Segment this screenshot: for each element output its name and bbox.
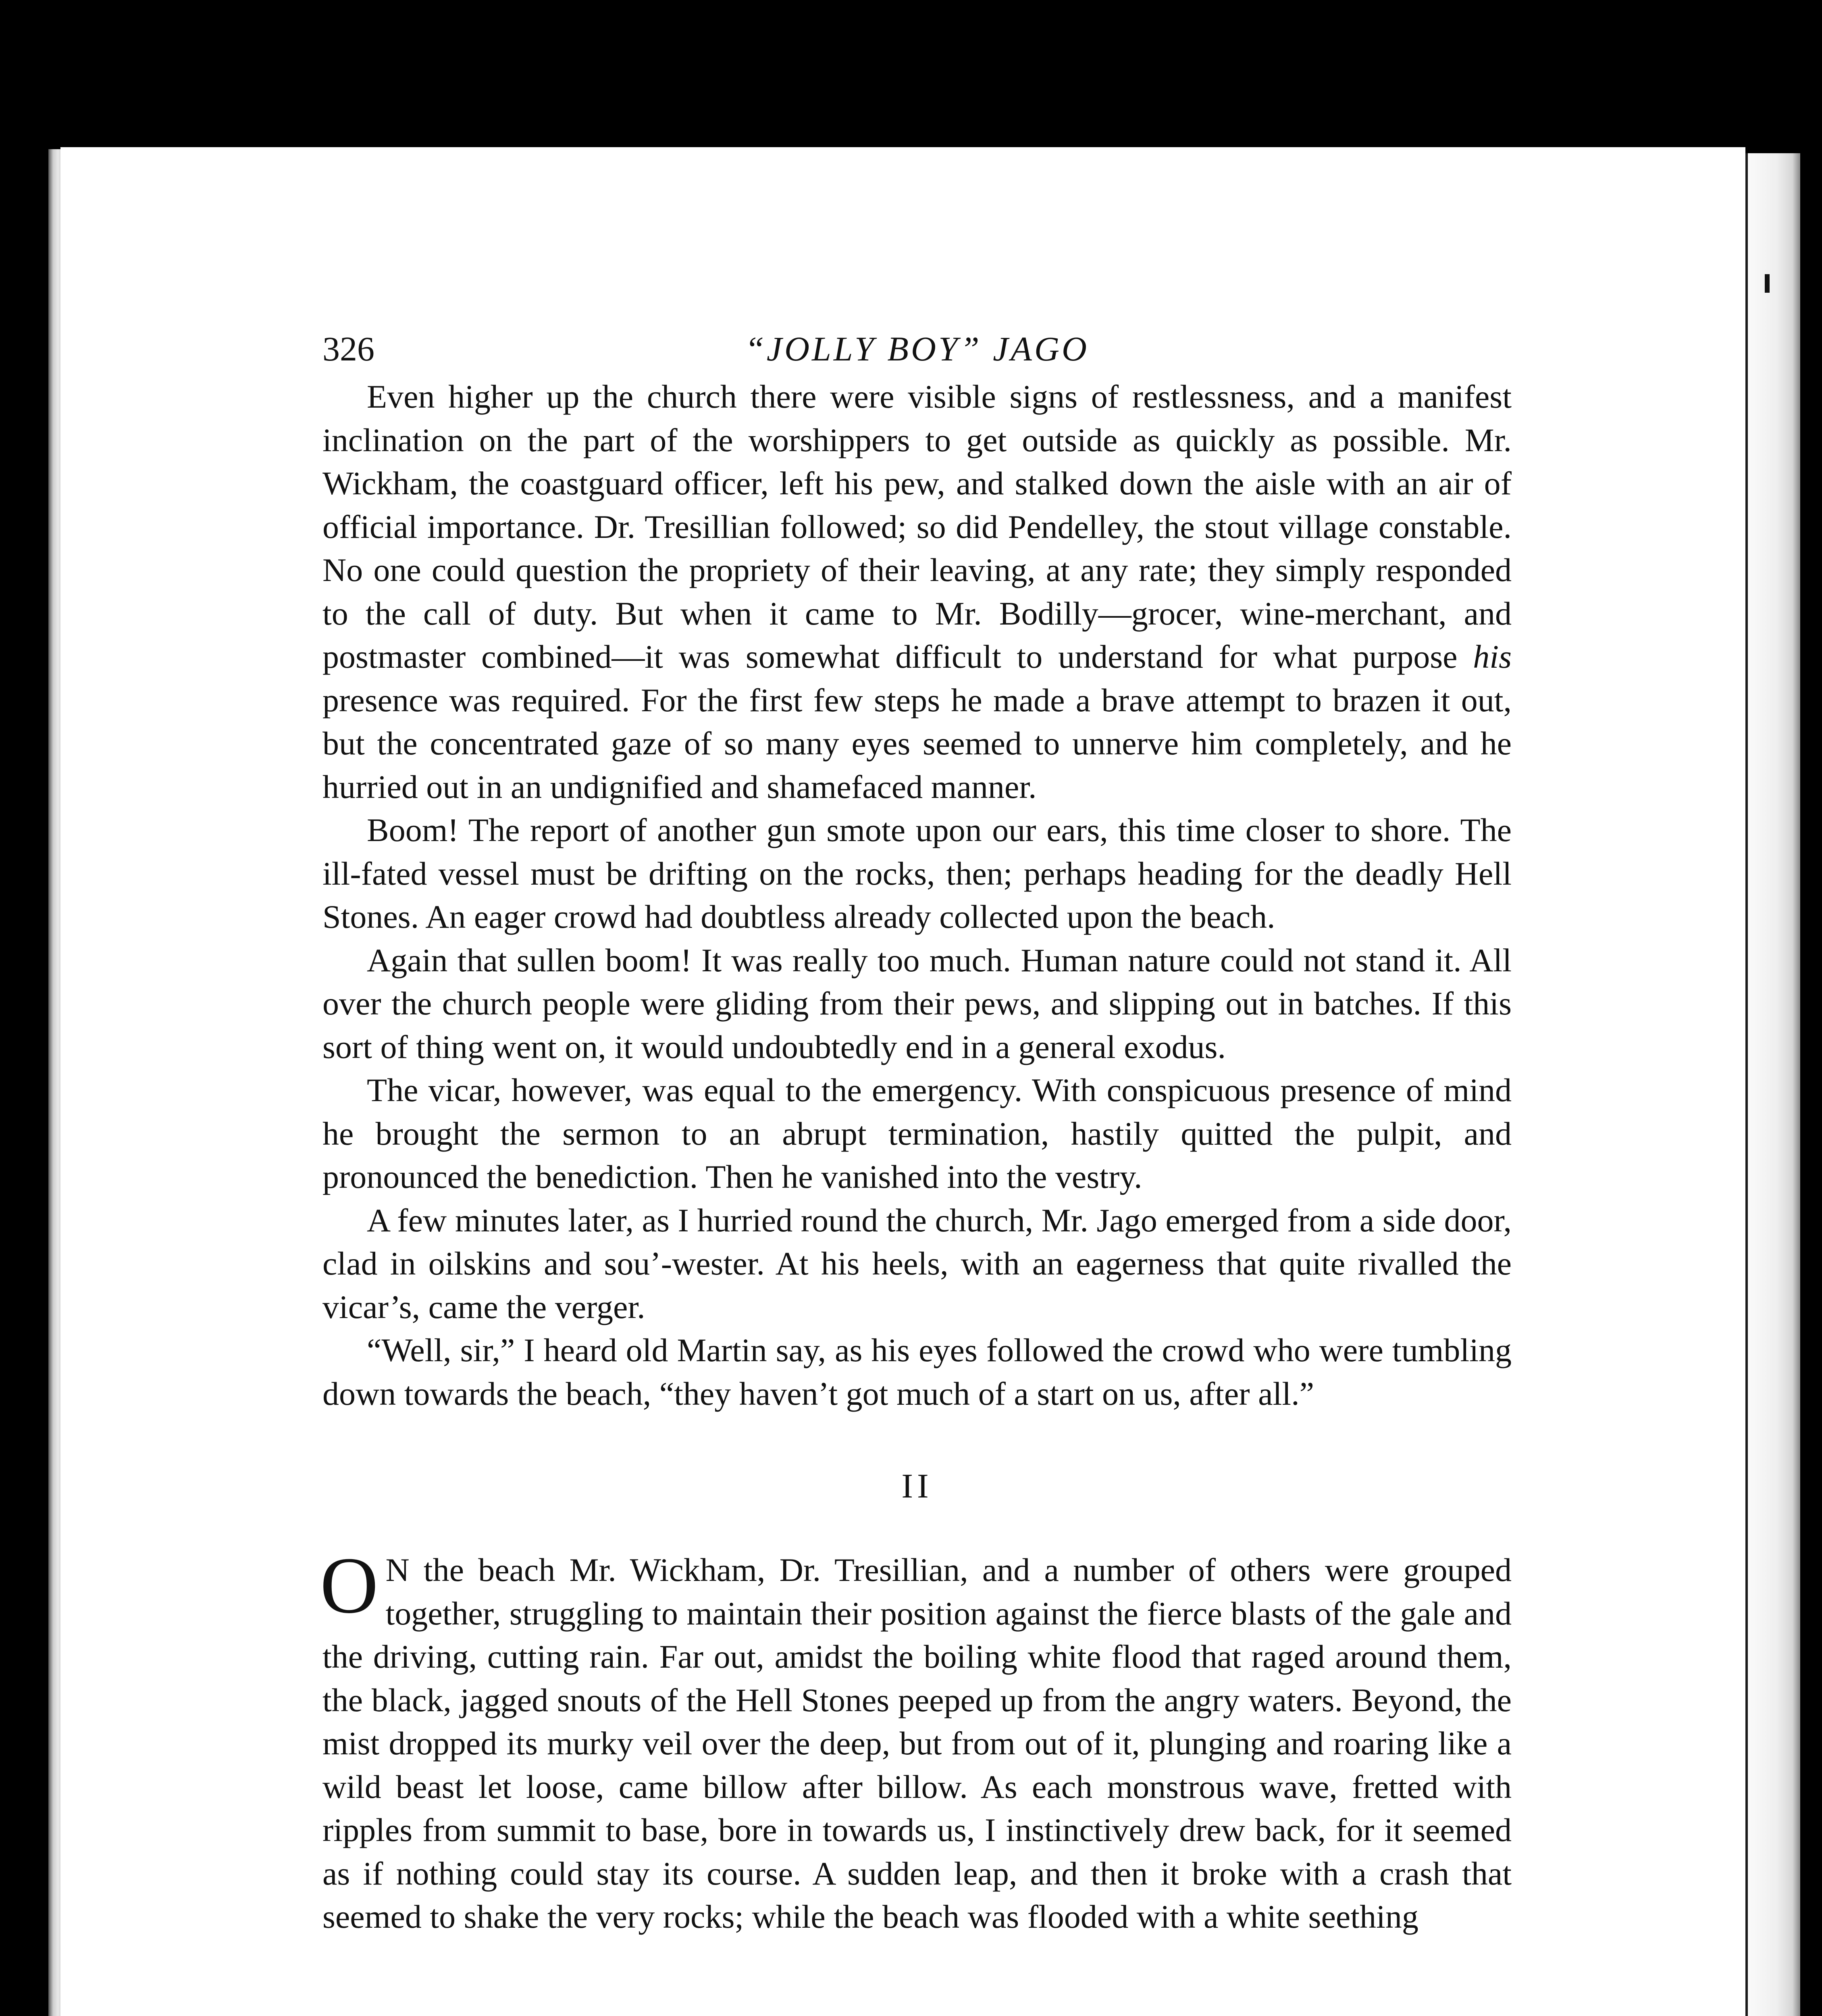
section-number: II: [901, 1466, 933, 1505]
paragraph-1-text: Even higher up the church there were visible signs of restlessness, and a manifest inclination on the part of the worshippers to get outside as quickly as possible. Mr. Wickham, the coastguard officer, left his pew, and stalked down the aisle with an air of official importance. Dr. Tresillian followed; so did Pendelley, the stout village constable. No one could question the propriety of their leaving, at any rate; they simply responded to the call of duty. But when it came to Mr. Bodilly—grocer, wine-merchant, and postmaster combined—it was somewhat difficult to understand for what purpose: [322, 378, 1512, 675]
paragraph-1: [322, 375, 1512, 808]
running-head: [322, 323, 1512, 375]
facing-page-gutter: [1745, 153, 1800, 2016]
running-title: “JOLLY BOY” JAGO: [745, 329, 1090, 368]
paragraph-1-text-end: presence was required. For the first few steps he made a brave attempt to brazen it out, but the concentrated gaze of so many eyes seemed to unnerve him completely, and he hurried out in an undignified and shamefaced manner.: [322, 681, 1512, 805]
drop-cap: O: [320, 1541, 379, 1630]
paragraph-3: Again that sullen boom! It was really too much. Human nature could not stand it. All over the church people were gliding from their pews, and slipping out in batches. If this sort of thing went on, it would undoubtedly end in a general exodus.: [322, 941, 1512, 1065]
paragraph-2: Boom! The report of another gun smote upon our ears, this time closer to shore. The ill-fated vessel must be drifting on the rocks, then; perhaps heading for the deadly Hell Stones. An eager crowd had doubtless already collected upon the beach.: [322, 812, 1512, 935]
paragraph-6: “Well, sir,” I heard old Martin say, as his eyes followed the crowd who were tumbling down towards the beach, “they haven’t got much of a start on us, after all.”: [322, 1332, 1512, 1412]
section-opening-paragraph: [320, 1541, 1512, 1939]
text-block: [322, 323, 1512, 1939]
paragraph-4: The vicar, however, was equal to the emergency. With conspicuous presence of mind he brought the sermon to an abrupt termination, hastily quitted the pulpit, and pronounced the benediction. Then he vanished into the vestry.: [322, 1072, 1512, 1195]
section-opening-text: N the beach Mr. Wickham, Dr. Tresillian, and a number of others were grouped together, struggling to maintain their position against the fierce blasts of the gale and the driving, cutting rain. Far out, amidst the boiling white flood that raged around them, the black, jagged snouts of the Hell Stones peeped up from the angry waters. Beyond, the mist dropped its murky veil over the deep, but from out of it, plunging and roaring like a wild beast let loose, came billow after billow. As each monstrous wave, fretted with ripples from summit to base, bore in towards us, I instinctively drew back, for it seemed as if nothing could stay its course. A sudden leap, and then it broke with a crash that seemed to shake the very rocks; while the beach was flooded with a white seething: [322, 1552, 1512, 1935]
italic-emphasis: his: [1473, 638, 1512, 675]
paragraph-5: A few minutes later, as I hurried round the church, Mr. Jago emerged from a side door, clad in oilskins and sou’-wester. At his heels, with an eagerness that quite rivalled the vicar’s, came the verger.: [322, 1202, 1512, 1325]
gutter-mark: [1765, 274, 1770, 293]
page-number: 326: [322, 329, 374, 368]
